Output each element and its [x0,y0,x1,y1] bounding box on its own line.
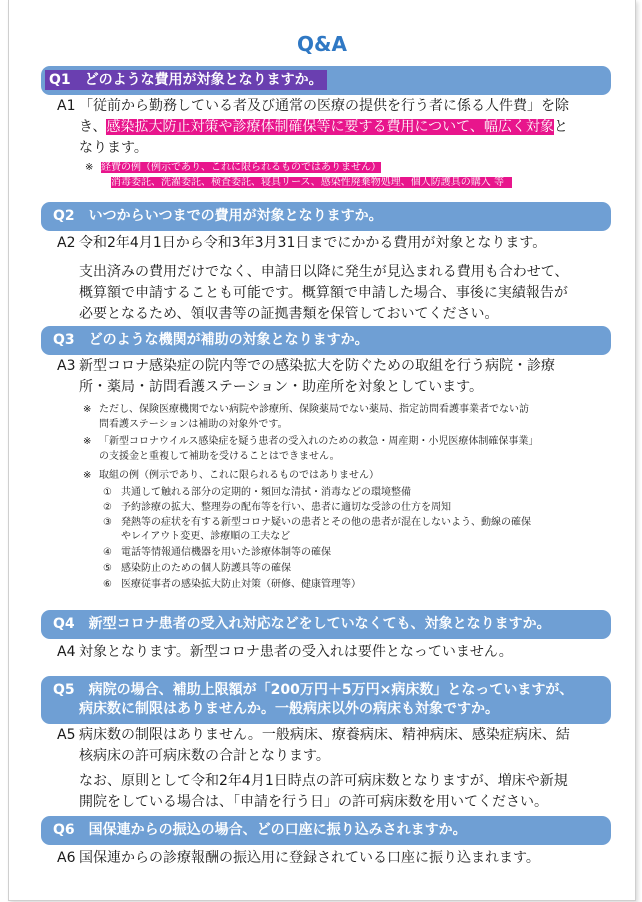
a2-line-1: 令和2年4月1日から令和3年3月31日までにかかる費用が対象となります。 [79,235,547,251]
a5-line-2: 核病床の許可病床数の合計となります。 [79,748,330,764]
a1-line-2: き、感染拡大防止対策や診療体制確保等に要する費用について、幅広く対象と [79,119,568,135]
note-q3-examples: ※ 取組の例（例示であり、これに限られるものではありません） [83,468,623,483]
answer-tag-a3: A3 [57,358,76,374]
q5-paragraph [79,771,619,813]
question-bar-q5 [41,676,611,724]
question-bar-q1 [41,66,611,95]
a1-line-3: なります。 [79,140,148,156]
page-title: Q&A [297,32,347,56]
answer-tag-a1: A1 [57,98,76,114]
q3-note1-line-1: ただし、保険医療機関でない病院や診療所、保険薬局でない薬局、指定訪問看護事業者でない訪 [99,404,529,415]
question-bar-q2: Q2 いつからいつまでの費用が対象となりますか。 [41,202,611,231]
q2-paragraph-line-2: 概算額で申請することも可能です。概算額で申請した場合、事後に実績報告が [79,285,568,301]
note-q1-examples: ※ 経費の例（例示であり、これに限られるものではありません） 消毒委託、洗濯委託、検査委託、寝具リース、感染性廃棄物処理、個人防護具の購入 等 [85,160,585,190]
q3-note2-line-1: 「新型コロナウイルス感染症を疑う患者の受入れのための救急・周産期・小児医療体制確保事業」 [99,436,539,447]
q5-question-line-1: Q5 病院の場合、補助上限額が「200万円＋5万円×病床数」となっていますが、 [53,682,574,698]
answer-a1 [57,96,617,159]
a3-line-2: 所・薬局・訪問看護ステーション・助産所を対象としています。 [79,379,484,395]
q5-question-line-2: 病床数に制限はありませんか。一般病床以外の病床も対象ですか。 [79,701,499,717]
list-item: ① 共通して触れる部分の定期的・頻回な清拭・消毒などの環境整備 [103,487,411,498]
question-bar-q3: Q3 どのような機関が補助の対象となりますか。 [41,326,611,355]
list-item: ② 予約診療の拡大、整理券の配布等を行い、患者に適切な受診の仕方を周知 [103,502,451,513]
a3-line-1: 新型コロナ感染症の院内等での感染拡大を防ぐための取組を行う病院・診療 [79,358,555,374]
question-bar-q6: Q6 国保連からの振込の場合、どの口座に振り込みされますか。 [41,816,611,845]
q1-note-line-2: 消毒委託、洗濯委託、検査委託、寝具リース、感染性廃棄物処理、個人防護具の購入 等 [111,177,512,188]
note-q3-duplicate: ※ 「新型コロナウイルス感染症を疑う患者の受入れのための救急・周産期・小児医療体制確保事業」 の支援金と重複して補助を受けることはできません。 [83,434,623,464]
answer-a4 [57,642,617,663]
answer-tag-a6: A6 [57,850,76,866]
answer-tag-a4: A4 [57,644,76,660]
a1-line-1: 「従前から勤務している者及び通常の医療の提供を行う者に係る人件費」を除 [79,98,569,114]
list-item: ③ 発熱等の症状を有する新型コロナ疑いの患者とその他の患者が混在しないよう、動線の確保 やレイアウト変更、診療順の工夫など [103,517,531,542]
answer-a5 [57,725,617,767]
answer-a2 [57,233,617,254]
q5-paragraph-line-1: なお、原則として令和2年4月1日時点の許可病床数となりますが、増床や新規 [79,773,568,789]
a5-line-1: 病床数の制限はありません。一般病床、療養病床、精神病床、感染症病床、結 [79,727,570,743]
a4-line-1: 対象となります。新型コロナ患者の受入れは要件となっていません。 [79,644,513,660]
list-item: ④ 電話等情報通信機器を用いた診療体制等の確保 [103,547,331,558]
document-page [8,0,636,901]
list-item: ⑤ 感染防止のための個人防護具等の確保 [103,563,291,574]
answer-a6 [57,848,617,869]
answer-tag-a5: A5 [57,727,76,743]
answer-tag-a2: A2 [57,235,76,251]
a1-highlight: 感染拡大防止対策や診療体制確保等に要する費用について、幅広く対象 [106,119,554,135]
note-q3-exclusion: ※ ただし、保険医療機関でない病院や診療所、保険薬局でない薬局、指定訪問看護事業者でない訪 問看護ステーションは補助の対象外です。 [83,402,623,432]
list-item: ⑥ 医療従事者の感染拡大防止対策（研修、健康管理等） [103,579,361,590]
q2-paragraph-line-1: 支出済みの費用だけでなく、申請日以降に発生が見込まれる費用も合わせて、 [79,264,569,280]
q2-paragraph [79,262,619,325]
answer-a3 [57,356,617,398]
q5-paragraph-line-2: 開院をしている場合は、「申請を行う日」の許可病床数を用いてください。 [79,794,548,810]
q2-paragraph-line-3: 必要となるため、領収書等の証拠書類を保管しておいてください。 [79,306,499,322]
q3-note1-line-2: 問看護ステーションは補助の対象外です。 [99,419,288,430]
q3-note3-line-1: 取組の例（例示であり、これに限られるものではありません） [99,470,379,481]
a6-line-1: 国保連からの診療報酬の振込用に登録されている口座に振り込まれます。 [79,850,540,866]
question-bar-q4: Q4 新型コロナ患者の受入れ対応などをしていなくても、対象となりますか。 [41,610,611,639]
q1-question-text: Q1 どのような費用が対象となりますか。 [45,70,327,90]
q1-note-line-1: 経費の例（例示であり、これに限られるものではありません） [101,162,381,173]
q3-note2-line-2: の支援金と重複して補助を受けることはできません。 [99,451,340,462]
